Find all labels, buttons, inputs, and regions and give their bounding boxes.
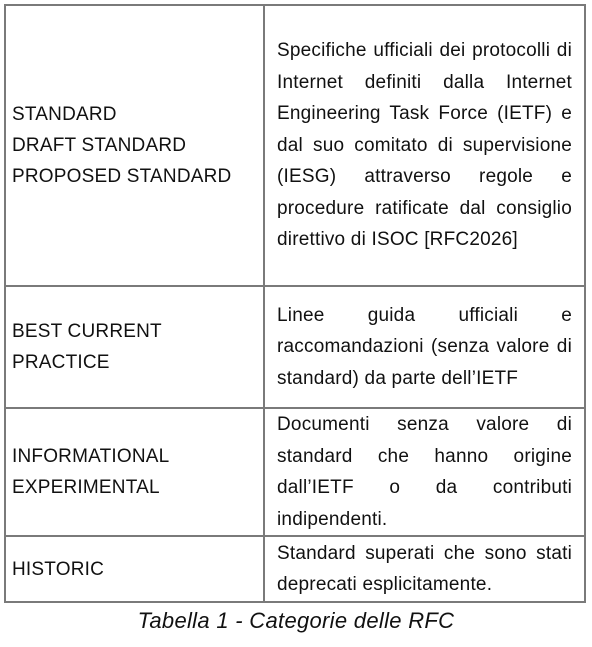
category-label: EXPERIMENTAL [12, 477, 160, 498]
table-caption: Tabella 1 - Categorie delle RFC [137, 608, 455, 633]
rfc-categories-table [4, 4, 586, 603]
category-label: PRACTICE [12, 352, 110, 373]
category-cell [5, 5, 264, 286]
table-row [5, 286, 585, 408]
description-cell: Linee guida ufficiali e raccomandazioni (senza valore di standard) da parte dell’IETF [264, 286, 585, 408]
category-cell [5, 286, 264, 408]
description-cell: Standard superati che sono stati deprecati esplicitamente. [264, 536, 585, 602]
description-cell: Specifiche ufficiali dei protocolli di Internet definiti dalla Internet Engineering Task Force (IETF) e dal suo comitato di supervisione (IESG) attraverso regole e procedure ratificate dal consiglio direttivo di ISOC [RFC2026] [264, 5, 585, 286]
table-row [5, 536, 585, 602]
category-label: STANDARD [12, 104, 117, 125]
table-row [5, 5, 585, 286]
category-cell [5, 408, 264, 536]
category-cell [5, 536, 264, 602]
description-cell: Documenti senza valore di standard che hanno origine dall’IETF o da contributi indipendenti. [264, 408, 585, 536]
category-label: PROPOSED STANDARD [12, 166, 232, 187]
category-label: HISTORIC [12, 558, 105, 580]
category-label: DRAFT STANDARD [12, 135, 187, 156]
category-label: INFORMATIONAL [12, 446, 170, 467]
category-label: BEST CURRENT [12, 321, 162, 342]
table-row [5, 408, 585, 536]
